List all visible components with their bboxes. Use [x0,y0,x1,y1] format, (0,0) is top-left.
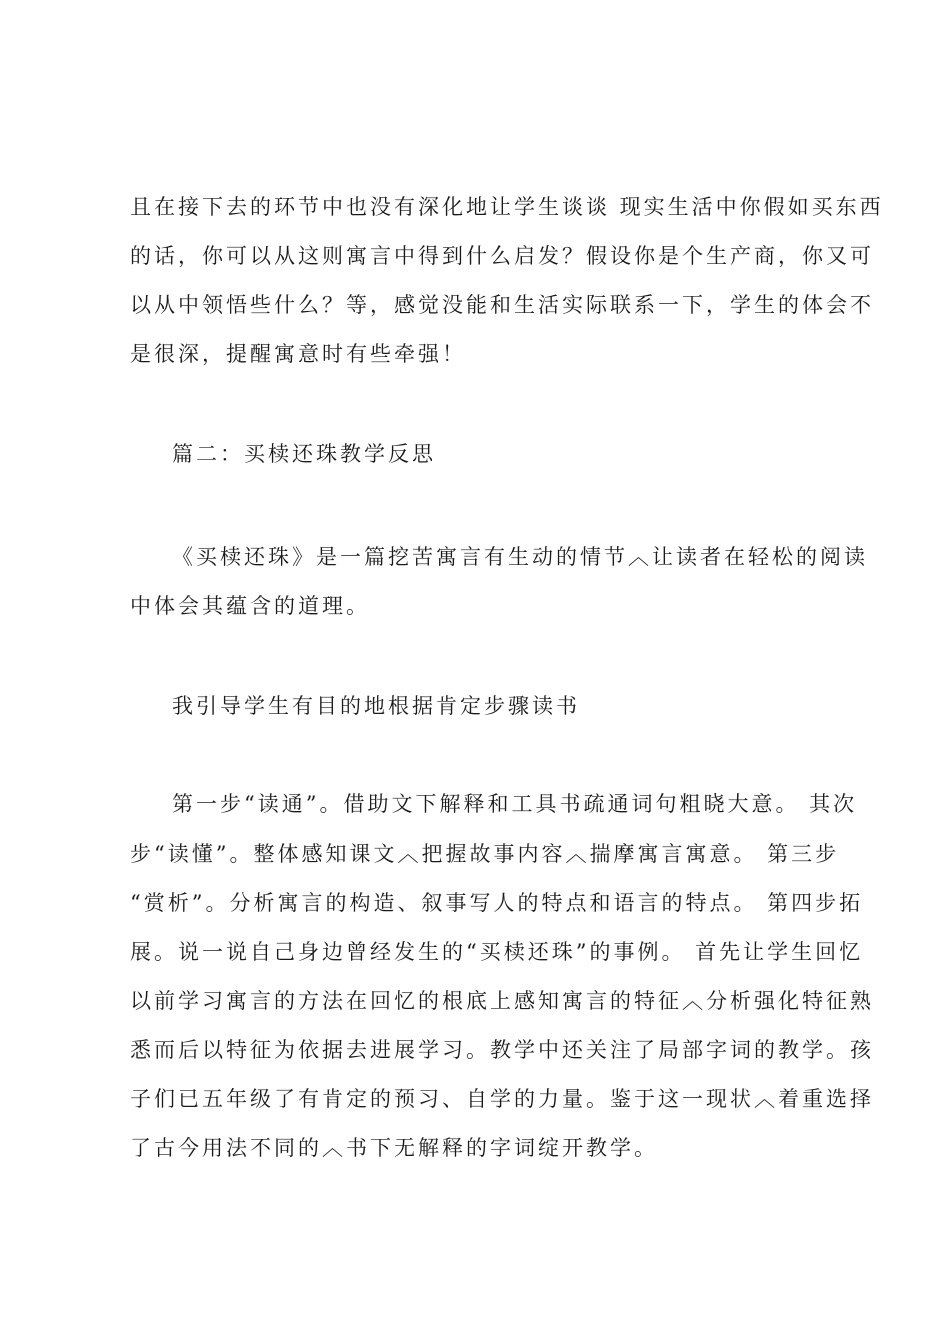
section-heading: 篇二：买椟还珠教学反思 [172,442,436,466]
paragraph-1-line-3: 以从中领悟些什么？等，感觉没能和生活实际联系一下，学生的体会不 [130,293,874,317]
paragraph-4-line-1: 我引导学生有目的地根据肯定步骤读书 [172,694,580,718]
paragraph-5-line-7: 子们已五年级了有肯定的预习、自学的力量。鉴于这一现状︿着重选择 [130,1087,874,1111]
paragraph-5-line-5: 以前学习寓言的方法在回忆的根底上感知寓言的特征︿分析强化特征熟 [130,989,874,1013]
paragraph-5-line-3: “赏析”。分析寓言的构造、叙事写人的特点和语言的特点。 第四步拓 [130,891,864,915]
paragraph-5-line-4: 展。说一说自己身边曾经发生的“买椟还珠”的事例。 首先让学生回忆 [130,940,864,964]
paragraph-1-line-2: 的话，你可以从这则寓言中得到什么启发？假设你是个生产商，你又可 [130,244,874,268]
paragraph-3-line-2: 中体会其蕴含的道理。 [130,594,370,618]
paragraph-5-line-6: 悉而后以特征为依据去进展学习。教学中还关注了局部字词的教学。孩 [130,1038,874,1062]
paragraph-5-line-8: 了古今用法不同的︿书下无解释的字词绽开教学。 [130,1136,658,1160]
paragraph-1-line-4: 是很深，提醒寓意时有些牵强！ [130,342,466,366]
paragraph-1-line-1: 且在接下去的环节中也没有深化地让学生谈谈 现实生活中你假如买东西 [130,195,884,219]
paragraph-5-line-1: 第一步“读通”。借助文下解释和工具书疏通词句粗晓大意。 其次 [172,792,858,816]
paragraph-5-line-2: 步“读懂”。整体感知课文︿把握故事内容︿揣摩寓言寓意。 第三步 [130,842,840,866]
paragraph-3-line-1: 《买椟还珠》是一篇挖苦寓言有生动的情节︿让读者在轻松的阅读 [172,545,868,569]
